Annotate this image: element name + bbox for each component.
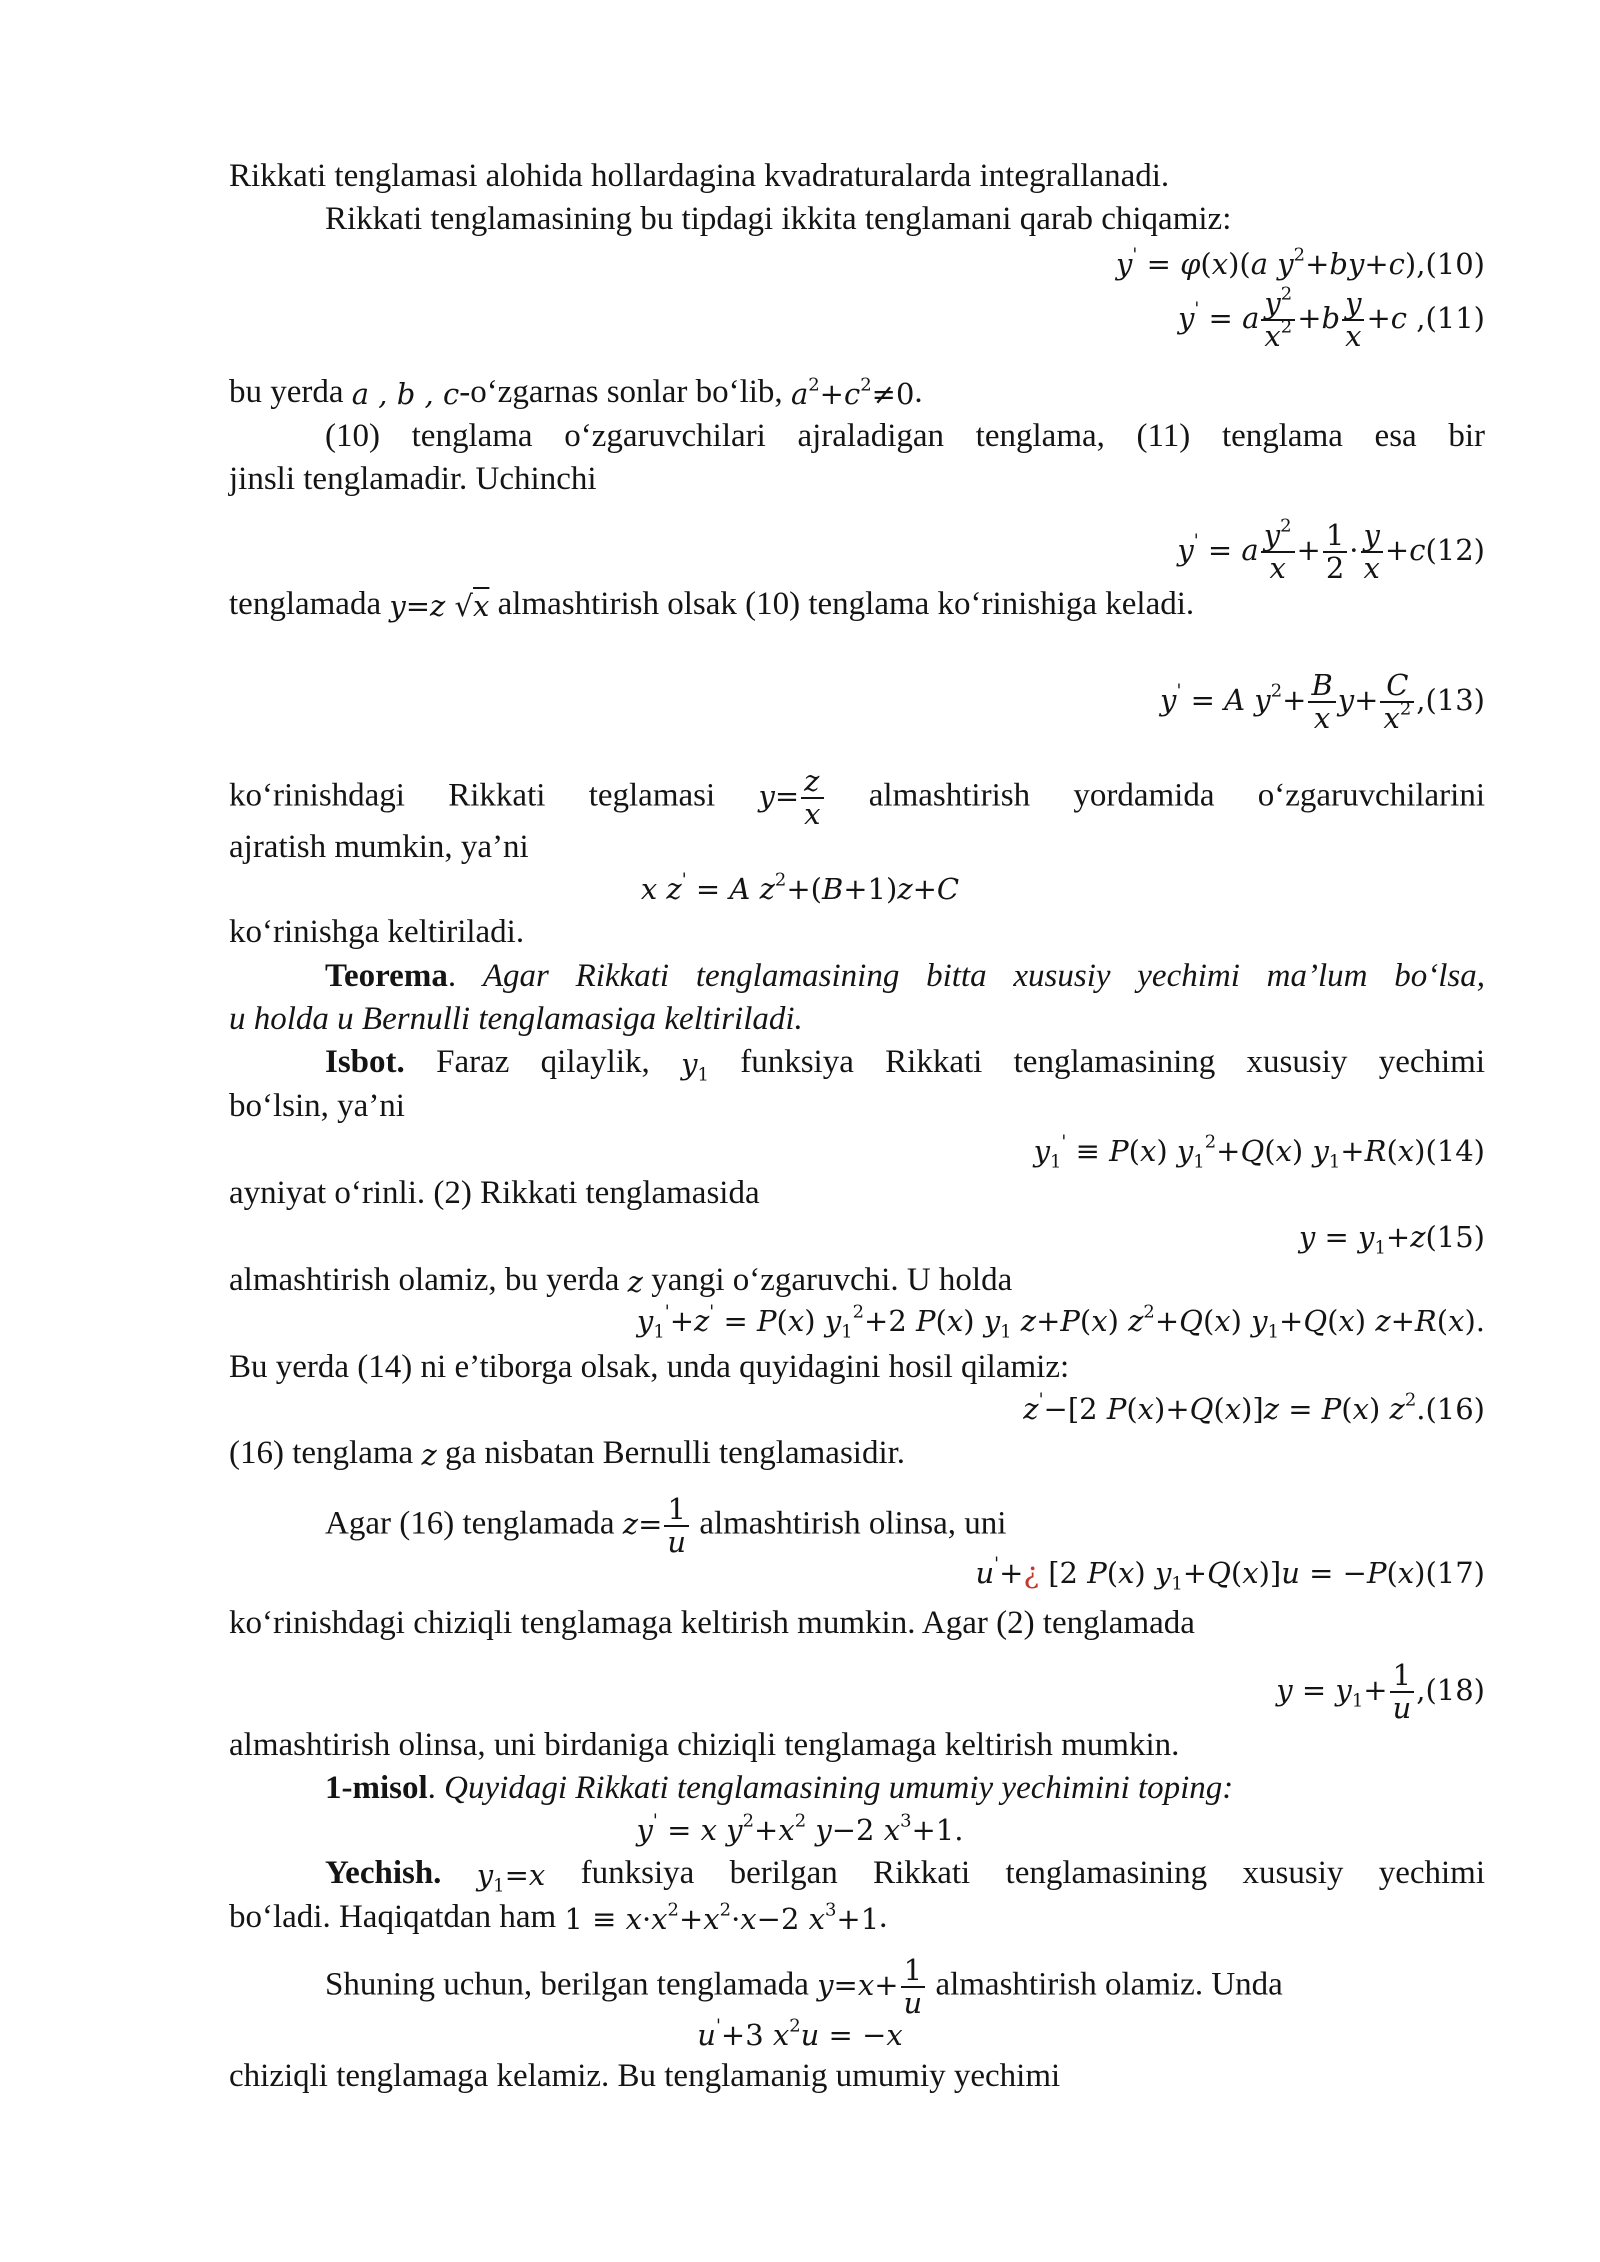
paragraph-intro: Rikkati tenglamasi alohida hollardagina kvadraturalarda integrallanadi. <box>229 158 1170 194</box>
paragraph-constants <box>229 371 1485 414</box>
text-fragment: almashtirish olamiz, bu yerda <box>229 1262 628 1298</box>
paragraph-brought: ko‘rinishga keltiriladi. <box>229 914 525 950</box>
paragraph-separate: ajratish mumkin, ya’ni <box>229 829 529 865</box>
inline-math-abc: a , b , c <box>351 377 460 412</box>
inline-math-z: z <box>421 1438 437 1473</box>
equation-number: (11) <box>1425 301 1485 335</box>
text-fragment: almashtirish olinsa, uni <box>691 1505 1007 1542</box>
text-fragment: almashtirish olsak (10) tenglama ko‘rinishiga keladi. <box>489 586 1195 622</box>
equation-number: (14) <box>1425 1134 1485 1168</box>
equation-number: (13) <box>1425 683 1485 717</box>
equation-example: y' = x $y^2+x^2$ y−2 $x^3+1$. <box>636 1810 964 1847</box>
inverted-question-glyph: ¿ <box>1023 1556 1039 1590</box>
text-fragment: . <box>447 958 483 994</box>
equation-number: (16) <box>1425 1392 1485 1426</box>
paragraph-two-equations: Rikkati tenglamasining bu tipdagi ikkita tenglamani qarab chiqamiz: <box>325 201 1232 237</box>
paragraph-let-be: bo‘lsin, ya’ni <box>229 1088 405 1124</box>
inline-math-check: $1 \equiv x\cdot x^2+x^2\cdot x-2$ $x^3+1$ <box>564 1899 880 1937</box>
paragraph-linear: ko‘rinishdagi chiziqli tenglamaga keltirish mumkin. Agar (2) tenglamada <box>229 1605 1195 1641</box>
inline-math-z-1-over-u: z= $\frac{1}{u}$ <box>623 1494 691 1558</box>
text-fragment: Shuning uchun, berilgan tenglamada <box>325 1966 818 2003</box>
paragraph-third: jinsli tenglamadir. Uchinchi <box>229 461 597 497</box>
solution-start <box>229 1852 1485 1895</box>
paragraph-identity: ayniyat o‘rinli. (2) Rikkati tenglamasida <box>229 1175 760 1211</box>
equation-13: y' = A $y^2+$ $\frac{B}{x}$ y+ $\frac{C}{x^2}$ ,(13) <box>1160 668 1485 735</box>
paragraph-substitution-example <box>229 1955 1485 2019</box>
theorem-statement-cont: u holda u Bernulli tenglamasiga keltiriladi. <box>229 1001 803 1037</box>
theorem-text: Agar Rikkati tenglamasining bitta xususiy yechimi ma’lum bo‘lsa, <box>482 958 1485 994</box>
inline-math-z: z <box>627 1265 643 1300</box>
equation-number: (17) <box>1425 1556 1485 1590</box>
proof-label: Isbot. <box>325 1044 405 1080</box>
inline-math-y1-equals-x: $y_1=x$ <box>476 1858 546 1897</box>
equation-substituted: $y_1'+z' = P(x)$ $y_1^2+2$ P(x) $y_1$ z+P(x) $z^2+Q(x)$ $y_1+Q(x)$ z+R(x). <box>636 1301 1485 1343</box>
example-label: 1-misol <box>325 1770 428 1806</box>
text-fragment: funksiya Rikkati tenglamasining xususiy yechimi <box>740 1044 1486 1080</box>
inline-math-y-z-over-x: y= $\frac{z}{x}$ <box>758 766 825 830</box>
equation-16: z'−[2 P(x)+Q(x)]z = P(x) $z^2.(16)$ <box>1023 1389 1485 1426</box>
paragraph-bernoulli <box>229 1432 1485 1475</box>
text-fragment: bu yerda <box>229 374 352 410</box>
text-fragment: almashtirish olamiz. Unda <box>927 1966 1283 2003</box>
equation-number: (15) <box>1425 1220 1485 1254</box>
paragraph-directly-linear: almashtirish olinsa, uni birdaniga chiziqli tenglamaga keltirish mumkin. <box>229 1727 1180 1763</box>
text-fragment: Faraz qilaylik, <box>404 1044 650 1080</box>
equation-number: (18) <box>1425 1673 1485 1707</box>
text-fragment: ga nisbatan Bernulli tenglamasidir. <box>436 1435 906 1471</box>
text-fragment: bo‘ladi. Haqiqatdan ham <box>229 1899 565 1935</box>
equation-number: (10) <box>1425 247 1485 281</box>
text-fragment: (16) tenglama <box>229 1435 422 1471</box>
paragraph-substitution-sqrt <box>229 583 1485 626</box>
text-fragment: ko‘rinishdagi Rikkati teglamasi <box>229 777 716 814</box>
equation-linear-example: u'+3 $x^2u = -x$ <box>697 2015 903 2052</box>
text-fragment: . <box>427 1770 445 1806</box>
example-1 <box>229 1767 1485 1810</box>
equation-10: y' = φ(x)(a $y^2+by+c),(10)$ <box>1116 244 1485 281</box>
equation-14: $y_1' \equiv P(x)$ $y_1^2+Q(x)$ $y_1+R(x)(14)$ <box>1033 1131 1485 1173</box>
paragraph-general-solution: chiziqli tenglamaga kelamiz. Bu tenglamanig umumiy yechimi <box>229 2058 1061 2094</box>
paragraph-eq10-11: (10) tenglama o‘zgaruvchilari ajraladigan tenglama, (11) tenglama esa bir <box>325 418 1485 454</box>
theorem-statement <box>229 955 1485 998</box>
paragraph-verification <box>229 1896 1485 1939</box>
paragraph-eq13 <box>229 766 1485 830</box>
paragraph-using-14: Bu yerda (14) ni e’tiborga olsak, unda quyidagini hosil qilamiz: <box>229 1349 1070 1385</box>
text-fragment: almashtirish yordamida o‘zgaruvchilarini <box>868 777 1485 814</box>
equation-11: y' = a $\frac{y^2}{x^2}$ +b $\frac{y}{x}$ +c ,(11) <box>1177 283 1485 353</box>
example-text: Quyidagi Rikkati tenglamasining umumiy yechimini toping: <box>444 1770 1234 1806</box>
inline-math-y-x-1-over-u: y=x+ $\frac{1}{u}$ <box>817 1955 927 2019</box>
inline-math-y-z-sqrt-x: y=z √x <box>389 589 490 624</box>
equation-12: y' = a $\frac{y^2}{x}$ + $\frac{1}{2}$ · $\frac{y}{x}$ +c(12) <box>1177 515 1485 585</box>
text-fragment: funksiya berilgan Rikkati tenglamasining xususiy yechimi <box>580 1855 1486 1891</box>
text-fragment: Agar (16) tenglamada <box>325 1505 623 1542</box>
inline-math-condition: $a^2+c^2\ne 0$ <box>790 374 915 412</box>
equation-15: $y = y_1+z(15)$ <box>1298 1220 1485 1259</box>
proof-start <box>229 1041 1485 1084</box>
text-fragment: tenglamada <box>229 586 390 622</box>
equation-17: u'+¿ [2 P(x) $y_1+Q(x)]u = -P(x)(17)$ <box>975 1553 1485 1595</box>
paragraph-new-variable <box>229 1259 1485 1302</box>
equation-number: (12) <box>1425 533 1485 567</box>
text-fragment: -o‘zgarnas sonlar bo‘lib, <box>459 374 791 410</box>
paragraph-substitution-1-over-u <box>229 1494 1485 1558</box>
text-fragment: yangi o‘zgaruvchi. U holda <box>642 1262 1013 1298</box>
equation-18: $y = y_1+$ $\frac{1}{u}$ ,(18) <box>1276 1658 1485 1725</box>
text-fragment: . <box>914 374 923 410</box>
text-fragment: . <box>879 1899 888 1935</box>
inline-math-y1: $y_1$ <box>681 1047 709 1086</box>
equation-separated: x z' = A $z^2+(B+1)z+C$ <box>640 869 960 906</box>
solution-label: Yechish. <box>325 1855 442 1891</box>
theorem-label: Teorema <box>325 958 448 994</box>
